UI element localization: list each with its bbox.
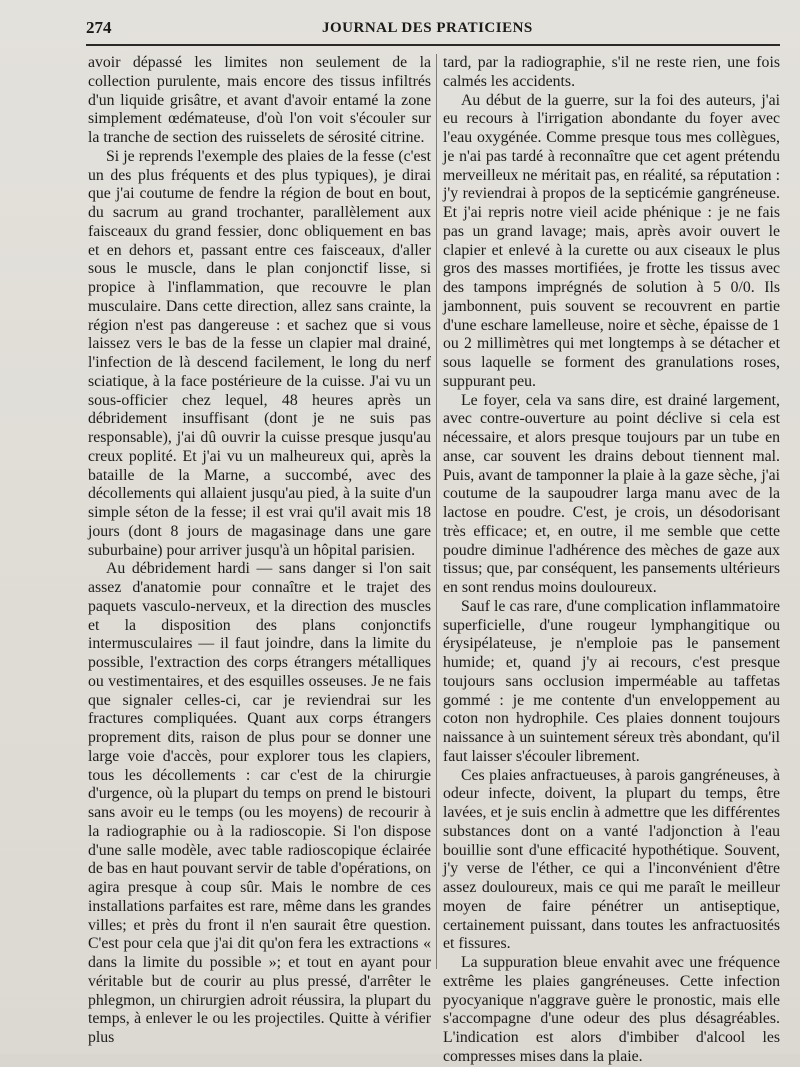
paragraph: La suppuration bleue envahit avec une fréquence extrême les plaies gangréneuses. Cette infection pyocyanique n'aggrave guère le pronostic, mais elle s'accompagne d'une odeur des plus désagréables. L'indication est alors d'imbiber d'alcool les compresses mises dans la plaie. — [443, 954, 780, 1065]
paragraph: avoir dépassé les limites non seulement de la collection purulente, mais encore des tissus infiltrés d'un liquide grisâtre, et avant d'avoir entamé la zone simplement œdémateuse, d'où l'on voit s'écouler sur la tranche de section des ruisselets de sérosité citrine. — [88, 54, 431, 146]
page-header — [86, 18, 780, 42]
paragraph: Si je reprends l'exemple des plaies de la fesse (c'est un des plus fréquents et des plus typiques), je dirai que j'ai coutume de fendre la région de bout en bout, du sacrum au grand trochanter, parallèlement aux faisceaux du grand fessier, donc obliquement en bas et en dehors et, passant entre ces faisceaux, d'aller sous le muscle, dans le plan conjonctif lisse, si propice à l'inflammation, que recouvre le plan musculaire. Dans cette direction, allez sans crainte, la région n'est pas dangereuse : et sachez que si vous laissez vers le bas de la fesse un clapier mal drainé, l'infection de là descend facilement, le long du nerf sciatique, à la face postérieure de la cuisse. J'ai vu un sous-officier chez lequel, 48 heures après un débridement insuffisant (dont je ne suis pas responsable), j'ai dû ouvrir la cuisse presque jusqu'au creux poplité. Et j'ai vu un malheureux qui, après la bataille de la Marne, a succombé, avec des décollements qui allaient jusqu'au pied, à la suite d'un simple séton de la fesse; il est vrai qu'il avait mis 18 jours (dont 8 jours de magasinage dans une gare suburbaine) pour arriver jusqu'à un hôpital parisien. — [88, 147, 431, 559]
page-number: 274 — [86, 18, 112, 37]
journal-title: JOURNAL DES PRATICIENS — [322, 20, 533, 36]
paragraph: Le foyer, cela va sans dire, est drainé largement, avec contre-ouverture au point déclive si cela est nécessaire, et alors presque toujours par un tube en anse, car souvent les drains debout tiennent mal. Puis, avant de tamponner la plaie à la gaze sèche, j'ai coutume de la saupoudrer larga manu avec de la lactose en poudre. C'est, je crois, un désodorisant très efficace; et, en outre, il me semble que cette poudre diminue l'adhérence des mèches de gaze aux tissus; que, par conséquent, les pansements ultérieurs en sont rendus moins douloureux. — [443, 391, 780, 596]
right-column — [443, 54, 780, 1065]
paragraph: Au début de la guerre, sur la foi des auteurs, j'ai eu recours à l'irrigation abondante du foyer avec l'eau oxygénée. Comme presque tous mes collègues, je n'ai pas tardé à reconnaître que cet agent prétendu merveilleux ne méritait pas, en réalité, sa réputation : j'y reviendrai à propos de la septicémie gangréneuse. Et j'ai repris notre vieil acide phénique : je ne fais pas un grand lavage; mais, après avoir ouvert le clapier et enlevé à la curette ou aux ciseaux le plus gros des masses mortifiées, je frotte les tissus avec des tampons imprégnés de solution à 5 0/0. Ils jambonnent, puis souvent se recouvrent en partie d'une eschare lamelleuse, noire et sèche, épaisse de 1 ou 2 millimètres qui met longtemps à se détacher et sous laquelle se forment des granulations roses, suppurant peu. — [443, 91, 780, 390]
paragraph: Au débridement hardi — sans danger si l'on sait assez d'anatomie pour connaître et le trajet des paquets vasculo-nerveux, et la direction des muscles et la disposition des plans conjonctifs intermusculaires — il faut joindre, dans la limite du possible, l'extraction des corps étrangers métalliques ou vestimentaires, et des esquilles osseuses. Je ne fais que signaler celles-ci, car je reviendrai sur les fractures compliquées. Quant aux corps étrangers proprement dits, raison de plus pour se donner une large voie d'accès, pour explorer tous les clapiers, tous les décollements : car c'est de la chirurgie d'urgence, où la plupart du temps on prend le bistouri sans avoir eu le temps (ou les moyens) de recourir à la radiographie ou à la radioscopie. Si l'on dispose d'une salle modèle, avec table radioscopique éclairée de bas en haut pouvant servir de table d'opérations, on agira presque à coup sûr. Mais le nombre de ces installations parfaites est rare, même dans les grandes villes; et près du front il n'en saurait être question. C'est pour cela que j'ai dit qu'on fera les extractions « dans la limite du possible »; et tout en ayant pour véritable but de courir au plus pressé, d'arrêter le phlegmon, un chirurgien adroit réussira, la plupart du temps, à enlever le ou les projectiles. Quitte à vérifier plus — [88, 560, 431, 1046]
paragraph: Ces plaies anfractueuses, à parois gangréneuses, à odeur infecte, doivent, la plupart du temps, être lavées, et je suis enclin à admettre que les différentes substances dont on a vanté l'adjonction à l'eau bouillie sont d'une efficacité hypothétique. Souvent, j'y verse de l'éther, ce qui a l'inconvénient d'être assez douloureux, mais ce qui me paraît le meilleur moyen de faire pénétrer un antiseptique, certainement puissant, dans toutes les anfractuosités et fissures. — [443, 766, 780, 953]
left-column — [88, 54, 431, 1046]
paragraph: tard, par la radiographie, s'il ne reste rien, une fois calmés les accidents. — [443, 54, 780, 90]
column-divider — [436, 54, 437, 969]
header-rule — [86, 44, 780, 46]
paragraph: Sauf le cas rare, d'une complication inflammatoire superficielle, d'une rougeur lymphangitique ou érysipélateuse, je n'emploie pas le pansement humide; et, quand j'y ai recours, c'est presque toujours sans occlusion imperméable au taffetas gommé : je me contente d'un enveloppement au coton non hydrophile. Ces plaies donnent toujours naissance à un suintement séreux très abondant, qu'il faut laisser s'écouler librement. — [443, 597, 780, 765]
